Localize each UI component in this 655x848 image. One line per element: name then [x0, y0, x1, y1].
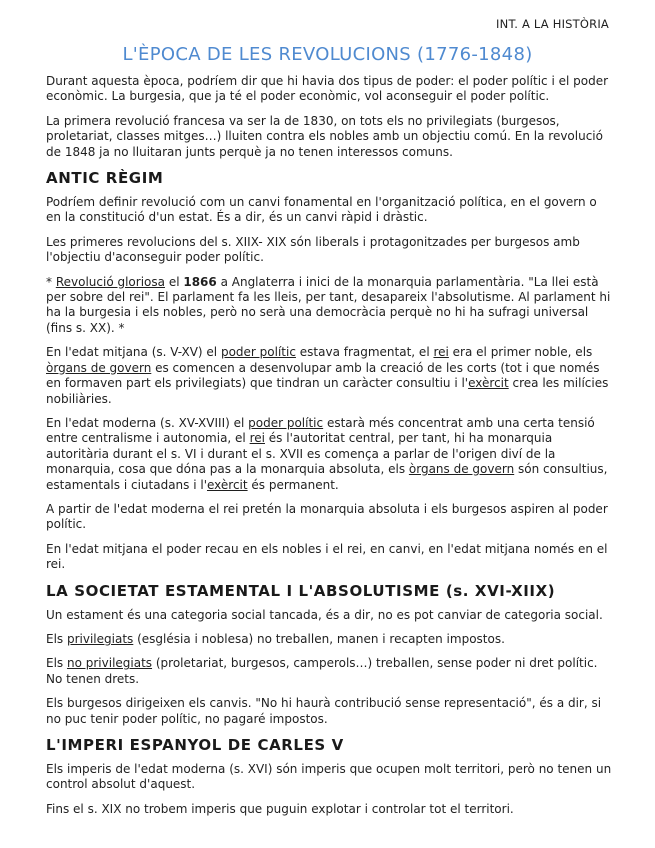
paragraph-privilegiats: Els privilegiats (església i noblesa) no treballen, manen i recapten impostos.: [46, 631, 505, 646]
underlined-term: no privilegiats: [66, 656, 153, 671]
underlined-term: poder polític: [248, 415, 324, 430]
paragraph-intro: Durant aquesta època, podríem dir que hi havia dos tipus de poder: el poder polític i el poder econòmic. La burgesia, que ja té el poder econòmic, vol aconseguir el poder polític.: [46, 74, 609, 104]
paragraph-edat-mitjana: En l'edat mitjana (s. V-XV) el poder polític estava fragmentat, el rei era el primer noble, els òrgans de govern es comencen a desenvolupar amb la creació de les corts (tot i que només en formaven part els privilegiats) que tindran un caràcter consultiu i l'exèrcit crea les milícies nobiliàries.: [46, 345, 609, 406]
document-body: [46, 74, 612, 826]
paragraph-estament: Un estament és una categoria social tancada, és a dir, no es pot canviar de categoria social.: [46, 607, 603, 622]
underlined-term: rei: [249, 431, 265, 446]
paragraph-imperis: Els imperis de l'edat moderna (s. XVI) són imperis que ocupen molt territori, però no tenen un control absolut d'aquest.: [46, 762, 612, 792]
paragraph-burgesos: Els burgesos dirigeixen els canvis. "No hi haurà contribució sense representació", és a dir, si no puc tenir poder polític, no pagaré impostos.: [46, 696, 602, 726]
paragraph-no-privilegiats: Els no privilegiats (proletariat, burgesos, camperols…) treballen, sense poder ni dret polític. No tenen drets.: [46, 656, 598, 686]
underlined-term: òrgans de govern: [46, 360, 152, 375]
underlined-term: rei: [433, 345, 449, 360]
heading-imperi-espanyol: L'IMPERI ESPANYOL DE CARLES V: [46, 736, 344, 754]
underlined-term: òrgans de govern: [408, 462, 515, 477]
paragraph-primeres-revolucions: Les primeres revolucions del s. XIIX- XIX són liberals i protagonitzades per burgesos amb l'objectiu d'aconseguir poder polític.: [46, 234, 580, 265]
paragraph-monarquia-absoluta: A partir de l'edat moderna el rei pretén la monarquia absoluta i els burgesos aspiren al poder polític.: [46, 501, 608, 532]
underlined-term: privilegiats: [66, 631, 134, 646]
underlined-term: poder polític: [220, 345, 296, 360]
heading-societat-estamental: LA SOCIETAT ESTAMENTAL I L'ABSOLUTISME (s. XVI-XIIX): [46, 581, 556, 600]
underlined-term: exèrcit: [207, 477, 248, 492]
running-head: INT. A LA HISTÒRIA: [496, 17, 609, 31]
underlined-term: Revolució gloriosa: [55, 274, 165, 289]
page-title: L'ÈPOCA DE LES REVOLUCIONS (1776-1848): [122, 44, 533, 65]
paragraph-edat-moderna: En l'edat moderna (s. XV-XVIII) el poder polític estarà més concentrat amb una certa tensió entre centralisme i autonomia, el rei és l'autoritat central, per tant, hi ha monarquia autoritària durant el s. VI i durant el s. XVII es comença a parlar de l'origen diví de la monarquia, cosa que dóna pas a la monarquia absoluta, els òrgans de govern són consultius, estamentals i ciutadans i l'exèrcit és permanent.: [46, 415, 608, 492]
paragraph-segle-xix: Fins el s. XIX no trobem imperis que puguin explotar i controlar tot el territori.: [46, 801, 514, 816]
paragraph-poder-rei: En l'edat mitjana el poder recau en els nobles i el rei, en canvi, en l'edat mitjana només en el rei.: [46, 541, 608, 572]
bold-year: 1866: [183, 274, 217, 289]
paragraph-revolucio-francesa: La primera revolució francesa va ser la de 1830, on tots els no privilegiats (burgesos, proletariat, classes mitges…) lluiten contra els nobles amb un objectiu comú. En la revolució de 1848 ja no lluitaran junts perquè ja no tenen interessos comuns.: [46, 113, 603, 159]
paragraph-definicio-revolucio: Podríem definir revolució com un canvi fonamental en l'organització política, en el govern o en la constitució d'un estat. És a dir, és un canvi ràpid i dràstic.: [46, 195, 597, 225]
underlined-term: exèrcit: [468, 376, 509, 391]
paragraph-revolucio-gloriosa: * Revolució gloriosa el 1866 a Anglaterra i inici de la monarquia parlamentària. "La llei està per sobre del rei". El parlament fa les lleis, per tant, desapareix l'absolutisme. Al parlament hi ha la burgesia i els nobles, però no serà una democràcia perquè no hi ha sufragi universal (fins s. XX). *: [46, 274, 611, 335]
heading-antic-regim: ANTIC RÈGIM: [46, 169, 164, 188]
